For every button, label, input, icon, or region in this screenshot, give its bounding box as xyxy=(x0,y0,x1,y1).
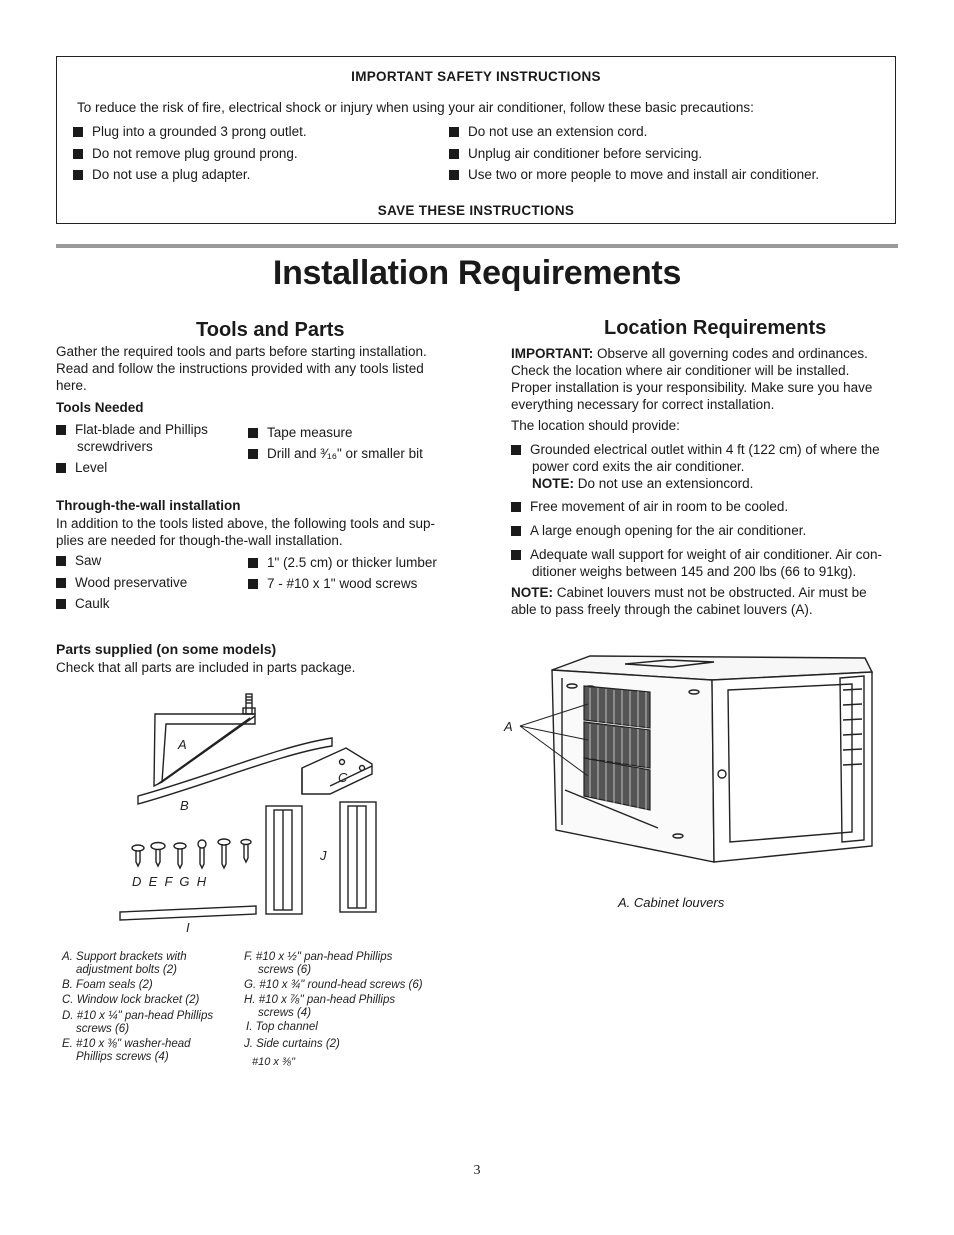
caption-h: H. #10 x ⅞" pan-head Phillips screws (4) xyxy=(244,994,396,1019)
location-item: A large enough opening for the air conditioner. xyxy=(511,523,806,538)
supply-item: Wood preservative xyxy=(56,575,187,590)
supply-item: Saw xyxy=(56,553,101,568)
caption-d: D. #10 x ¼" pan-head Phillips screws (6) xyxy=(62,1010,214,1035)
tool-item-cont: screwdrivers xyxy=(77,439,153,454)
caption-e: E. #10 x ⅜" washer-head Phillips screws (4) xyxy=(62,1038,191,1063)
tool-item: Drill and ³⁄₁₆" or smaller bit xyxy=(248,446,423,461)
safety-item: Do not use a plug adapter. xyxy=(73,167,250,182)
safety-intro: To reduce the risk of fire, electrical shock or injury when using your air conditioner, follow these basic precautions: xyxy=(77,100,754,115)
caption-c: C. Window lock bracket (2) xyxy=(62,994,200,1006)
air-conditioner-illustration xyxy=(500,650,880,890)
parts-heading: Parts supplied (on some models) xyxy=(56,641,277,657)
location-heading: Location Requirements xyxy=(604,317,827,339)
through-wall-heading: Through-the-wall installation xyxy=(56,498,241,513)
safety-item: Plug into a grounded 3 prong outlet. xyxy=(73,124,307,139)
top-channel-drawing xyxy=(120,906,256,920)
caption-screw-size: #10 x ⅜" xyxy=(252,1056,296,1068)
location-item: Free movement of air in room to be cooled. xyxy=(511,499,788,514)
supply-item: Caulk xyxy=(56,596,110,611)
caption-a: A. Support brackets with adjustment bolts (2) xyxy=(62,951,187,976)
label-b: B xyxy=(180,798,189,813)
support-bracket-drawing xyxy=(154,694,255,786)
window-lock-bracket-drawing xyxy=(302,748,372,794)
label-a: A xyxy=(504,719,513,734)
safety-item: Do not remove plug ground prong. xyxy=(73,146,298,161)
parts-intro: Check that all parts are included in parts package. xyxy=(56,660,356,675)
safety-instructions-box xyxy=(56,56,896,224)
safety-item: Do not use an extension cord. xyxy=(449,124,647,139)
tool-item: Tape measure xyxy=(248,425,353,440)
label-i: I xyxy=(186,920,190,935)
location-item: Adequate wall support for weight of air conditioner. Air con- ditioner weighs between 145 and 200 lbs (66 to 91kg). xyxy=(511,546,882,580)
tool-item: Flat-blade and Phillips xyxy=(56,422,208,437)
safety-item: Use two or more people to move and install air conditioner. xyxy=(449,167,819,182)
label-c: C xyxy=(338,770,348,785)
through-wall-text: In addition to the tools listed above, the following tools and sup- plies are needed for though-the-wall installation. xyxy=(56,516,435,548)
louver-note: NOTE: Cabinet louvers must not be obstructed. Air must be able to pass freely through the cabinet louvers (A). xyxy=(511,585,867,617)
tools-intro: Gather the required tools and parts before starting installation. Read and follow the instructions provided with any tools listed here. xyxy=(56,344,427,393)
page-number: 3 xyxy=(473,1163,481,1178)
caption-j: J. Side curtains (2) xyxy=(244,1038,340,1050)
should-provide: The location should provide: xyxy=(511,418,680,433)
location-item: Grounded electrical outlet within 4 ft (122 cm) of where the power cord exits the air conditioner. NOTE: Do not use an extensioncord. xyxy=(511,441,880,492)
section-divider xyxy=(56,244,898,248)
save-instructions: SAVE THESE INSTRUCTIONS xyxy=(377,203,575,218)
safety-item: Unplug air conditioner before servicing. xyxy=(449,146,702,161)
supply-item: 7 - #10 x 1" wood screws xyxy=(248,576,417,591)
caption-g: G. #10 x ¾" round-head screws (6) xyxy=(244,979,423,991)
tools-heading: Tools and Parts xyxy=(196,319,345,341)
parts-illustration xyxy=(110,686,410,936)
screws-drawing xyxy=(132,839,251,868)
tools-needed-heading: Tools Needed xyxy=(56,400,144,415)
ac-figure-caption: A. Cabinet louvers xyxy=(618,895,725,910)
location-intro: IMPORTANT: Observe all governing codes and ordinances. Check the location where air conditioner will be installed. Proper installation is your responsibility. Make sure you have everything necessary for correct installation. xyxy=(511,346,873,412)
caption-f: F. #10 x ½" pan-head Phillips screws (6) xyxy=(244,951,393,976)
caption-i: I. Top channel xyxy=(246,1021,318,1033)
safety-title: IMPORTANT SAFETY INSTRUCTIONS xyxy=(351,69,601,84)
supply-item: 1" (2.5 cm) or thicker lumber xyxy=(248,555,437,570)
label-j: J xyxy=(320,848,327,863)
caption-b: B. Foam seals (2) xyxy=(62,979,153,991)
label-a: A xyxy=(178,737,187,752)
label-d-h: D E F G H xyxy=(132,874,207,889)
tool-item: Level xyxy=(56,460,107,475)
page-title: Installation Requirements xyxy=(272,254,682,292)
